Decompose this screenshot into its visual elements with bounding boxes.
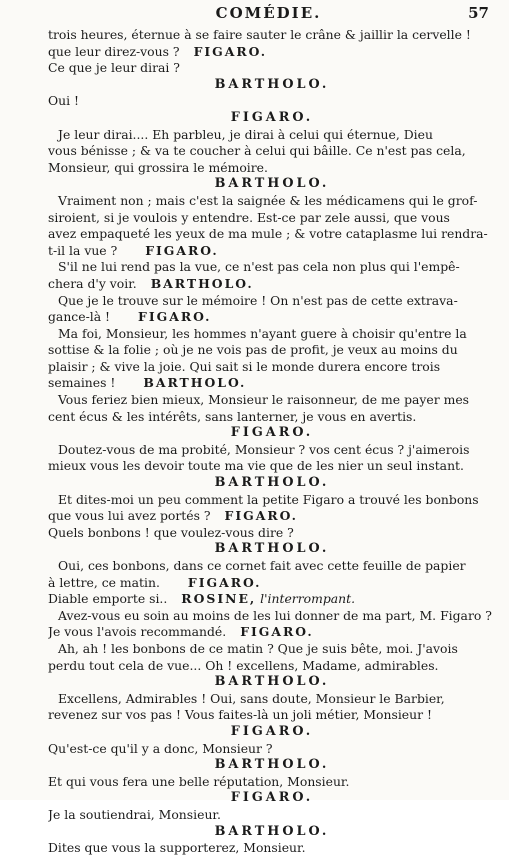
line-text: t-il la vue ? [48, 242, 118, 258]
speaker-heading: FIGARO. [230, 723, 314, 739]
line-text: siroient, si je voulois y entendre. Est-ce par zele aussi, que vous [48, 209, 450, 225]
line-text: Qu'est-ce qu'il y a donc, Monsieur ? [48, 740, 273, 756]
line-text: Dites que vous la supporterez, Monsieur. [48, 840, 306, 856]
text-line [48, 359, 496, 376]
text-line [48, 226, 496, 243]
text-line [48, 326, 496, 343]
line-text: Ce que je leur dirai ? [48, 60, 180, 76]
line-text: Ah, ah ! les bonbons de ce matin ? Que je suis bête, moi. J'avois [58, 640, 458, 656]
text-line [48, 309, 496, 326]
text-line [48, 375, 496, 392]
text-line [48, 60, 496, 77]
line-text: trois heures, éternue à se faire sauter le crâne & jaillir la cervelle ! [48, 27, 471, 42]
line-text: Vous feriez bien mieux, Monsieur le raisonneur, de me payer mes [58, 392, 470, 408]
line-text: Oui, ces bonbons, dans ce cornet fait avec cette feuille de papier [58, 558, 466, 573]
page-number: 57 [468, 4, 489, 22]
line-text: chera d'y voir. [48, 275, 137, 291]
line-text: Je la soutiendrai, Monsieur. [48, 806, 221, 822]
text-line [48, 774, 496, 791]
line-text: Et qui vous fera une belle réputation, Monsieur. [48, 773, 350, 789]
speaker-heading: FIGARO. [230, 425, 314, 441]
text-line [48, 691, 496, 708]
line-text: revenez sur vos pas ! Vous faites-là un joli métier, Monsieur ! [48, 707, 432, 723]
line-text: Et dites-moi un peu comment la petite Figaro a trouvé les bonbons [58, 491, 479, 507]
line-text: à lettre, ce matin. [48, 574, 160, 590]
line-text: Ma foi, Monsieur, les hommes n'ayant guere à choisir qu'entre la [58, 325, 467, 341]
speaker-heading: BARTHOLO. [214, 823, 330, 839]
text-line [48, 93, 496, 110]
line-text: vous bénisse ; & va te coucher à celui qui bâille. Ce n'est pas cela, [48, 143, 466, 159]
inline-speaker: FIGARO. [193, 43, 268, 59]
inline-speaker: BARTHOLO. [150, 275, 254, 291]
inline-speaker: FIGARO. [240, 624, 314, 640]
text-line [48, 293, 496, 310]
speaker-heading: BARTHOLO. [214, 757, 330, 773]
line-text: Je vous l'avois recommandé. [48, 624, 227, 640]
text-line [48, 608, 496, 625]
line-text: Oui ! [48, 93, 80, 109]
line-text: S'il ne lui rend pas la vue, ce n'est pas cela non plus qui l'empê- [58, 259, 460, 275]
line-text: Quels bonbons ! que voulez-vous dire ? [48, 524, 294, 540]
line-text: Je leur dirai.... Eh parbleu, je dirai à celui qui éternue, Dieu [58, 126, 433, 142]
play-text [48, 27, 496, 857]
running-title: COMÉDIE. [215, 4, 322, 22]
text-line [48, 44, 496, 61]
speaker-heading: BARTHOLO. [214, 475, 330, 491]
text-line [48, 193, 496, 210]
speaker-heading: BARTHOLO. [214, 541, 330, 557]
text-line [48, 525, 496, 542]
text-line [48, 508, 496, 525]
line-text: Avez-vous eu soin au moins de les lui donner de ma part, M. Figaro ? [58, 607, 492, 623]
text-line [48, 707, 496, 724]
line-text: avez empaqueté les yeux de ma mule ; & votre cataplasme lui rendra- [48, 226, 488, 242]
text-line [48, 243, 496, 260]
text-line [48, 658, 496, 675]
line-text: plaisir ; & vive la joie. Qui sait si le monde durera encore trois [48, 358, 441, 374]
line-text: sottise & la folie ; où je ne vois pas de profit, je veux au moins du [48, 342, 458, 358]
speaker-heading: BARTHOLO. [214, 176, 330, 192]
line-text: que leur direz-vous ? [48, 43, 180, 59]
text-line [48, 276, 496, 293]
line-text: cent écus & les intérêts, sans lanterner, je vous en avertis. [48, 408, 417, 424]
text-line [48, 127, 496, 144]
line-text: Que je le trouve sur le mémoire ! On n'est pas de cette extrava- [58, 292, 458, 308]
text-line [48, 160, 496, 177]
inline-speaker: FIGARO. [224, 508, 298, 524]
inline-speaker: ROSINE, [181, 591, 257, 607]
text-line [48, 492, 496, 509]
inline-speaker: FIGARO. [138, 309, 212, 325]
line-text: perdu tout cela de vue... Oh ! excellens, Madame, admirables. [48, 657, 439, 673]
inline-speaker: FIGARO. [145, 242, 219, 258]
running-head [48, 4, 489, 26]
speaker-heading: BARTHOLO. [214, 674, 330, 690]
text-line [48, 558, 496, 575]
line-text: gance-là ! [48, 309, 111, 325]
text-line [48, 210, 496, 227]
line-text: que vous lui avez portés ? [48, 508, 211, 524]
text-line [48, 442, 496, 459]
text-line [48, 741, 496, 758]
line-text: mieux vous les devoir toute ma vie que de les nier un seul instant. [48, 458, 464, 474]
text-line [48, 591, 496, 608]
text-line [48, 409, 496, 426]
line-text: Diable emporte si.. [48, 591, 168, 607]
text-line [48, 143, 496, 160]
line-text: Vraiment non ; mais c'est la saignée & les médicamens qui le grof- [58, 192, 478, 208]
speaker-heading: FIGARO. [230, 790, 314, 806]
line-text: Excellens, Admirables ! Oui, sans doute, Monsieur le Barbier, [58, 690, 445, 706]
text-line [48, 840, 496, 857]
text-line [48, 624, 496, 641]
text-line [48, 458, 496, 475]
inline-speaker: FIGARO. [187, 574, 262, 590]
speaker-heading: FIGARO. [230, 109, 314, 125]
stage-direction: l'interrompant. [260, 591, 356, 607]
text-line [48, 259, 496, 276]
speaker-heading: BARTHOLO. [214, 76, 330, 92]
line-text: semaines ! [48, 375, 116, 391]
text-line [48, 27, 496, 44]
text-line [48, 575, 496, 592]
inline-speaker: BARTHOLO. [143, 375, 247, 391]
text-line [48, 342, 496, 359]
text-line [48, 807, 496, 824]
text-line [48, 641, 496, 658]
line-text: Monsieur, qui grossira le mémoire. [48, 159, 268, 175]
text-line [48, 392, 496, 409]
line-text: Doutez-vous de ma probité, Monsieur ? vos cent écus ? j'aimerois [58, 441, 470, 457]
